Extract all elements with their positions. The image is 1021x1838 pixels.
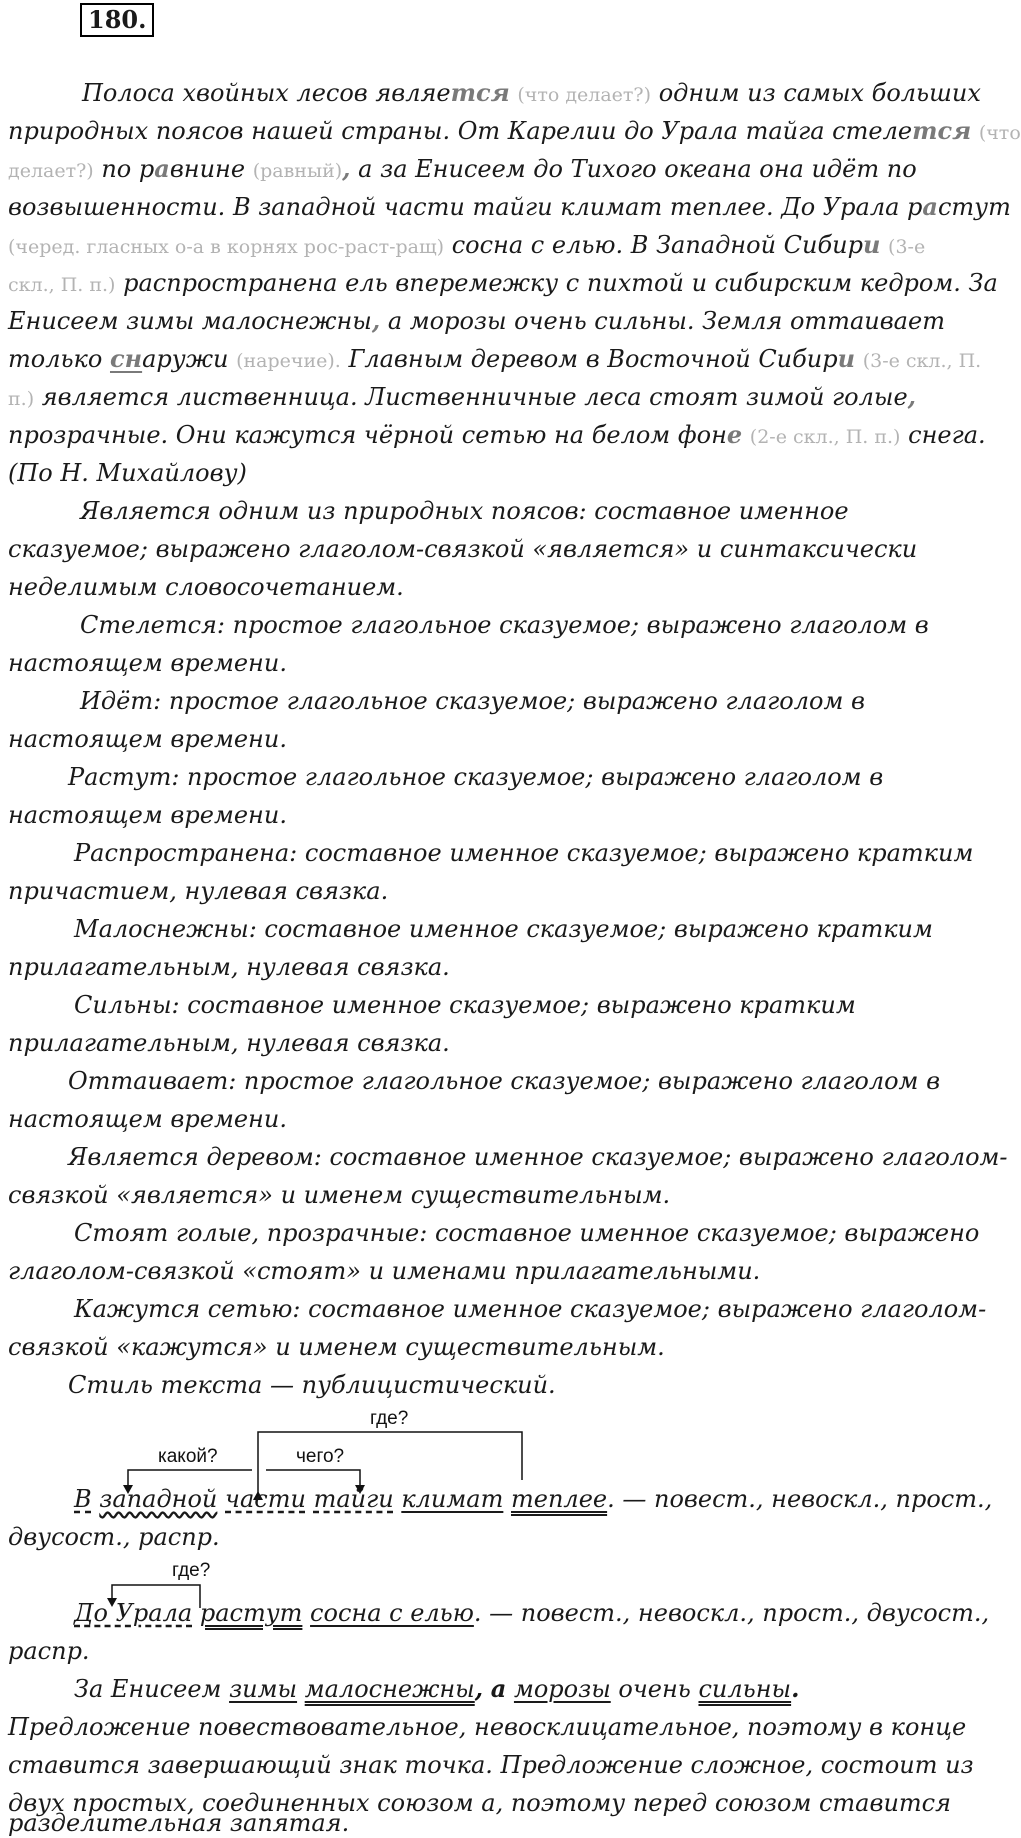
preposition: В bbox=[74, 1485, 92, 1513]
parse-3-line-3: ставится завершающий знак точка. Предложение сложное, состоит из bbox=[8, 1751, 974, 1779]
parse-1-sentence bbox=[74, 1484, 992, 1514]
subject-word: зимы bbox=[229, 1675, 298, 1703]
text-segment: Главным деревом в Восточной Сибир bbox=[348, 345, 838, 373]
text-segment: снега. bbox=[908, 421, 986, 449]
sentence-characteristics: . — повест., невоскл., прост., bbox=[607, 1485, 993, 1513]
arrow-which bbox=[128, 1470, 252, 1485]
parse-3-line-2: Предложение повествовательное, невосклицательное, поэтому в конце bbox=[8, 1713, 967, 1741]
comma: , bbox=[474, 1674, 484, 1703]
text-segment: одним из самых больших bbox=[658, 79, 981, 107]
text-segment: сосна с елью. В Западной Сибир bbox=[451, 231, 863, 259]
analysis-6-line-2: прилагательным, нулевая связка. bbox=[8, 953, 450, 981]
exercise-number: 180. bbox=[80, 3, 154, 37]
analysis-4-line-1: Растут: простое глагольное сказуемое; выражено глаголом в bbox=[68, 763, 884, 791]
text-segment: очень bbox=[618, 1675, 691, 1703]
grammar-note: (равный) bbox=[252, 160, 343, 182]
analysis-4-line-2: настоящем времени. bbox=[8, 801, 287, 829]
highlight: , bbox=[371, 306, 381, 335]
grammar-note: (что делает?) bbox=[517, 84, 652, 106]
question-where-1: где? bbox=[370, 1408, 409, 1429]
highlight: е bbox=[726, 420, 743, 449]
analysis-1-line-2: сказуемое; выражено глаголом-связкой «является» и синтаксически bbox=[8, 535, 918, 563]
text-segment: внине bbox=[169, 155, 246, 183]
text-segment: Полоса хвойных лесов являе bbox=[82, 79, 451, 107]
text-segment: Енисеем зимы малоснежны bbox=[8, 307, 372, 335]
analysis-7-line-2: прилагательным, нулевая связка. bbox=[8, 1029, 450, 1057]
subject-word: морозы bbox=[513, 1675, 611, 1703]
arrow-what bbox=[266, 1470, 360, 1485]
analysis-8-line-1: Оттаивает: простое глагольное сказуемое; выражено глаголом в bbox=[68, 1067, 941, 1095]
period: . bbox=[791, 1674, 800, 1703]
text-segment: прозрачные. Они кажутся чёрной сетью на белом фон bbox=[8, 421, 727, 449]
predicate-word: теплее bbox=[511, 1485, 608, 1513]
text-source: (По Н. Михайлову) bbox=[8, 459, 247, 487]
subject-word: климат bbox=[401, 1485, 504, 1513]
conjunction: а bbox=[490, 1674, 507, 1703]
predicate-word: растут bbox=[199, 1599, 303, 1627]
text-segment: а морозы очень сильны. Земля оттаивает bbox=[387, 307, 945, 335]
analysis-10-line-1: Стоят голые, прозрачные: составное именное сказуемое; выражено bbox=[74, 1219, 980, 1247]
parse-2-sentence bbox=[74, 1598, 989, 1628]
text-segment: аружи bbox=[142, 345, 229, 373]
highlight: сн bbox=[109, 344, 143, 373]
text-segment: За Енисеем bbox=[74, 1675, 222, 1703]
analysis-8-line-2: настоящем времени. bbox=[8, 1105, 287, 1133]
analysis-7-line-1: Сильны: составное именное сказуемое; выражено кратким bbox=[74, 991, 856, 1019]
analysis-2-line-1: Стелется: простое глагольное сказуемое; выражено глаголом в bbox=[80, 611, 929, 639]
parse-3-line-4: двух простых, соединенных союзом а, поэтому перед союзом ставится bbox=[8, 1789, 952, 1817]
highlight: а bbox=[154, 154, 170, 183]
grammar-note: (3-е bbox=[888, 236, 926, 258]
analysis-style: Стиль текста — публицистический. bbox=[68, 1371, 556, 1399]
text-segment: а за Енисеем до Тихого океана она идёт по bbox=[358, 155, 917, 183]
analysis-6-line-1: Малоснежны: составное именное сказуемое; выражено кратким bbox=[74, 915, 933, 943]
highlight: тся bbox=[450, 78, 510, 107]
analysis-3-line-2: настоящем времени. bbox=[8, 725, 287, 753]
parse-2-line-2: распр. bbox=[8, 1637, 90, 1665]
parse-3-line-5: разделительная запятая. bbox=[8, 1809, 350, 1837]
text-segment: природных поясов нашей страны. От Карелии до Урала тайга стеле bbox=[8, 117, 913, 145]
grammar-note: (2-е скл., П. п.) bbox=[749, 426, 901, 448]
grammar-note: (наречие). bbox=[236, 350, 341, 372]
text-segment: является лиственница. Лиственничные леса стоят зимой голые bbox=[41, 383, 908, 411]
analysis-10-line-2: глаголом-связкой «стоят» и именами прилагательными. bbox=[8, 1257, 761, 1285]
text-segment: только bbox=[8, 345, 103, 373]
text-segment: распространена ель вперемежку с пихтой и сибирским кедром. За bbox=[123, 269, 998, 297]
text-segment: стут bbox=[937, 193, 1011, 221]
grammar-note: (черед. гласных о-а в корнях рос-раст-ращ) bbox=[8, 236, 445, 258]
analysis-3-line-1: Идёт: простое глагольное сказуемое; выражено глаголом в bbox=[80, 687, 865, 715]
highlight: и bbox=[837, 344, 856, 373]
attribute-word: западной bbox=[99, 1485, 218, 1513]
grammar-note: п.) bbox=[8, 388, 35, 410]
subject-word: сосна с елью bbox=[310, 1599, 474, 1627]
highlight: , bbox=[907, 382, 916, 411]
predicate-word: сильны bbox=[698, 1675, 792, 1703]
question-where-2: где? bbox=[172, 1560, 211, 1581]
analysis-5-line-2: причастием, нулевая связка. bbox=[8, 877, 389, 905]
analysis-9-line-1: Является деревом: составное именное сказуемое; выражено глаголом- bbox=[68, 1143, 1008, 1171]
parse-3-sentence bbox=[74, 1674, 799, 1704]
analysis-5-line-1: Распространена: составное именное сказуемое; выражено кратким bbox=[74, 839, 974, 867]
analysis-11-line-2: связкой «кажутся» и именем существительным. bbox=[8, 1333, 665, 1361]
grammar-note: (3-е скл., П. bbox=[862, 350, 982, 372]
analysis-1-line-1: Является одним из природных поясов: составное именное bbox=[80, 497, 849, 525]
adverbial-word: части bbox=[225, 1485, 306, 1513]
highlight: а bbox=[922, 192, 938, 221]
analysis-2-line-2: настоящем времени. bbox=[8, 649, 287, 677]
question-which: какой? bbox=[158, 1446, 218, 1467]
highlight: , bbox=[342, 154, 351, 183]
grammar-note: скл., П. п.) bbox=[8, 274, 116, 296]
text-segment: возвышенности. В западной части тайги климат теплее. До Урала р bbox=[8, 193, 923, 221]
highlight: тся bbox=[912, 116, 972, 145]
highlight: и bbox=[862, 230, 881, 259]
question-what: чего? bbox=[296, 1446, 345, 1467]
grammar-note: (что bbox=[978, 122, 1021, 144]
sentence-characteristics: . — повест., невоскл., прост., двусост., bbox=[473, 1599, 990, 1627]
text-segment: по р bbox=[101, 155, 155, 183]
grammar-note: делает?) bbox=[8, 160, 94, 182]
object-word: тайги bbox=[313, 1485, 394, 1513]
predicate-word: малоснежны bbox=[304, 1675, 475, 1703]
analysis-1-line-3: неделимым словосочетанием. bbox=[8, 573, 404, 601]
analysis-9-line-2: связкой «является» и именем существительным. bbox=[8, 1181, 671, 1209]
adverbial-word: До Урала bbox=[74, 1599, 193, 1627]
parse-1-line-2: двусост., распр. bbox=[8, 1523, 220, 1551]
analysis-11-line-1: Кажутся сетью: составное именное сказуемое; выражено глаголом- bbox=[74, 1295, 987, 1323]
